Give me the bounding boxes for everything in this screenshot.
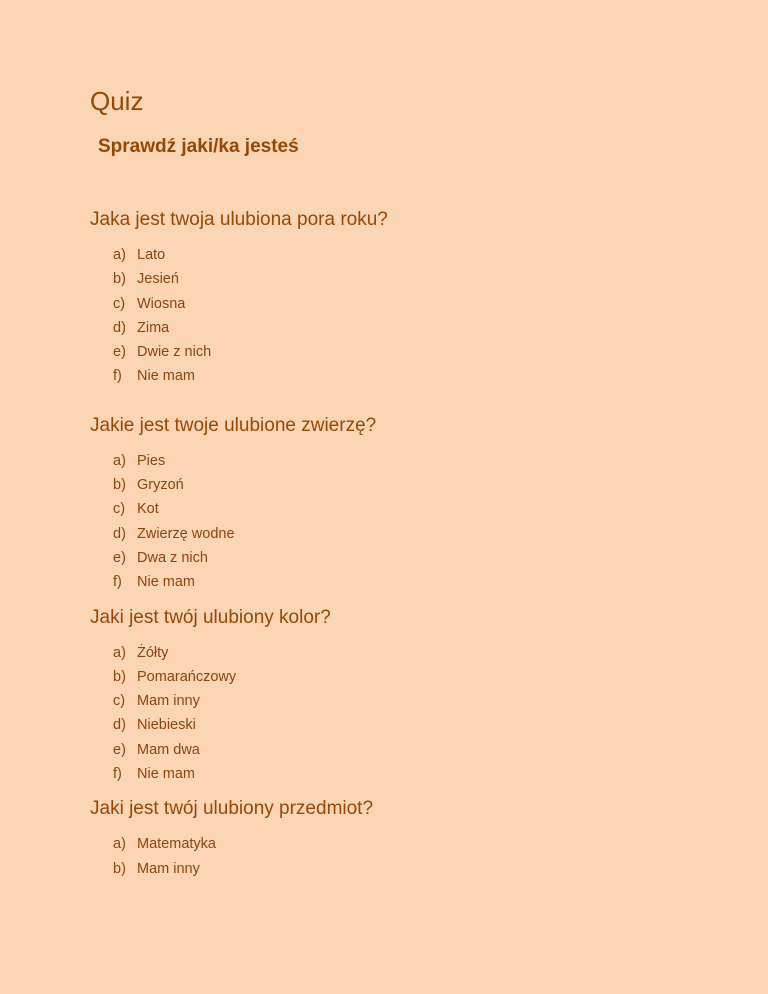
answer-item [90,641,710,665]
answer-text: Wiosna [137,295,186,312]
answer-letter: b) [113,668,126,685]
question-1-answers [90,243,710,389]
answer-item [90,570,710,594]
answer-letter: c) [113,693,126,710]
answer-item [90,522,710,546]
answer-text: Zima [137,319,170,336]
answer-letter: a) [113,247,126,263]
answer-text: Mam inny [137,693,200,710]
answer-text: Kot [137,501,159,518]
answer-item [90,473,710,497]
answer-letter: d) [113,717,126,734]
answer-text: Nie mam [137,368,196,385]
answer-text: Zwierzę wodne [137,525,235,542]
answer-letter: a) [113,644,126,661]
answer-letter: e) [113,549,126,566]
answer-letter: d) [113,525,126,542]
answer-text: Mam dwa [137,741,200,758]
answer-item [90,243,710,267]
answer-item [90,665,710,689]
answer-text: Gryzoń [137,477,184,494]
answer-letter: d) [113,319,126,336]
answer-item [90,316,710,340]
answer-letter: a) [113,452,126,469]
answer-text: Nie mam [137,766,196,783]
answer-item [90,738,710,762]
answer-item [90,267,710,291]
answer-letter: f) [113,766,122,783]
answer-item [90,762,710,786]
answer-text: Żółty [137,644,169,661]
question-4-answers [90,832,710,881]
question-2-text: Jakie jest twoje ulubione zwierzę? [90,414,377,436]
question-3-answers [90,641,710,787]
document-page [90,84,710,881]
answer-letter: b) [113,860,126,877]
answer-text: Dwie z nich [137,344,212,361]
answer-text: Lato [137,247,166,263]
answer-text: Pies [137,452,166,469]
question-3-text: Jaki jest twój ulubiony kolor? [90,606,331,628]
answer-letter: f) [113,574,122,591]
answer-text: Pomarańczowy [137,668,237,685]
answer-item [90,546,710,570]
answer-item [90,449,710,473]
question-4-text: Jaki jest twój ulubiony przedmiot? [90,798,374,820]
answer-item [90,689,710,713]
answer-letter: a) [113,836,126,853]
answer-text: Niebieski [137,717,196,734]
answer-text: Mam inny [137,860,200,877]
answer-letter: b) [113,477,126,494]
answer-text: Matematyka [137,836,216,853]
answer-text: Dwa z nich [137,549,208,566]
answer-item [90,832,710,856]
answer-letter: f) [113,368,122,385]
page-subtitle: Sprawdź jaki/ka jesteś [98,136,299,157]
answer-letter: e) [113,741,126,758]
answer-text: Nie mam [137,574,196,591]
answer-item [90,364,710,388]
page-title: Quiz [90,86,144,116]
answer-item [90,292,710,316]
question-1-text: Jaka jest twoja ulubiona pora roku? [90,209,388,230]
answer-letter: c) [113,501,126,518]
answer-letter: c) [113,295,126,312]
answer-text: Jesień [137,271,179,288]
question-2-answers [90,449,710,595]
answer-item [90,340,710,364]
answer-item [90,713,710,737]
answer-item [90,497,710,521]
answer-letter: b) [113,271,126,288]
answer-letter: e) [113,344,126,361]
answer-item [90,857,710,881]
